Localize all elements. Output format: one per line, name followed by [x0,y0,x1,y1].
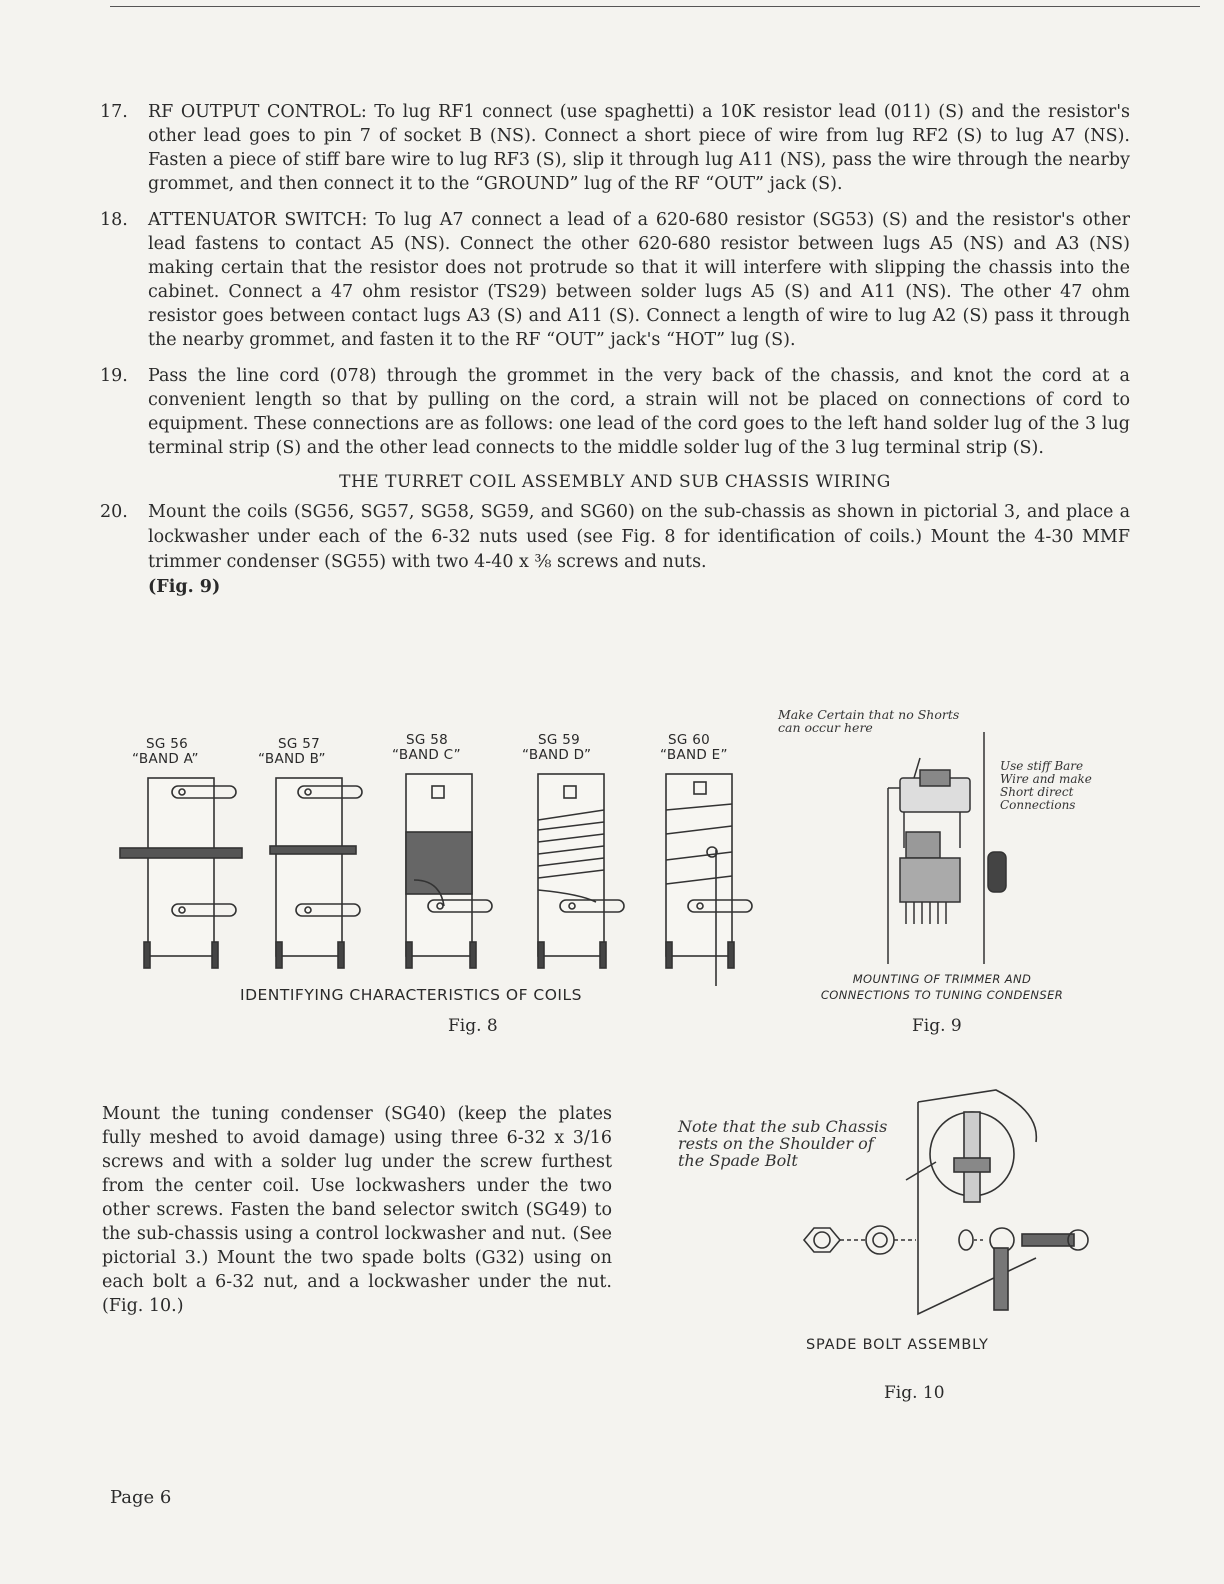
step-18 [100,208,1130,352]
fig-8-label: Fig. 8 [448,1016,498,1036]
fig-8-coils-drawing [110,760,770,990]
coil-label-sg58 [392,733,461,763]
tuning-condenser-paragraph: Mount the tuning condenser (SG40) (keep the plates fully meshed to avoid damage) using three 6-32 x 3/16 screws and with a solder lug under the screw furthest from the center coil. Use lockwashers under the two other screws. Fasten the band selector switch (SG49) to the sub-chassis using a control lockwasher and nut. (See pictorial 3.) Mount the two spade bolts (G32) using on each bolt a 6-32 nut, and a lockwasher under the nut. (Fig. 10.) [102,1104,612,1316]
fig-10-spade-bolt-drawing [796,1082,1116,1322]
fig-9-caption [792,971,1092,1003]
step-text: ATTENUATOR SWITCH: To lug A7 connect a lead of a 620-680 resistor (SG53) (S) and the resistor's other lead fastens to contact A5 (NS). Connect the other 620-680 resistor between lugs A5 (NS) and A3 (NS) making certain that the resistor does not protrude so that it will interfere with slipping the chassis into the cabinet. Connect a 47 ohm resistor (TS29) between solder lugs A5 (S) and A11 (NS). The other 47 ohm resistor goes between contact lugs A3 (S) and A11 (S). Connect a length of wire to lug A2 (S) pass it through the nearby grommet, and fasten it to the RF “OUT” jack's “HOT” lug (S). [148,210,1130,350]
top-rule [110,6,1200,7]
coil-band: “BAND A” [132,751,199,767]
section-heading: THE TURRET COIL ASSEMBLY AND SUB CHASSIS WIRING [339,472,891,492]
fig-10-label: Fig. 10 [884,1383,945,1403]
coil-id: SG 59 [538,732,580,748]
step-text [148,500,1130,600]
coil-b-illustration [270,778,362,968]
page-number: Page 6 [110,1487,172,1508]
step-20-body: Mount the coils (SG56, SG57, SG58, SG59, and SG60) on the sub-chassis as shown in pictorial 3, and place a lockwasher under each of the 6-32 nuts used (see Fig. 8 for identification of coils.) Mount the 4-30 MMF trimmer condenser (SG55) with two 4-40 x ⅜ screws and nuts. [148,502,1130,572]
coil-c-illustration [406,774,492,968]
fig-10-caption: SPADE BOLT ASSEMBLY [806,1337,989,1353]
step-number: 18. [100,210,128,230]
coil-a-illustration [120,778,242,968]
coil-id: SG 60 [668,732,710,748]
fig-9-label: Fig. 9 [912,1016,962,1036]
step-text: Pass the line cord (078) through the grommet in the very back of the chassis, and knot the cord at a convenient length so that by pulling on the cord, a strain will not be placed on connections of cord to equipment. These connections are as follows: one lead of the cord goes to the left hand solder lug of the 3 lug terminal strip (S) and the other lead connects to the middle solder lug of the 3 lug terminal strip (S). [148,366,1130,458]
fig-9-caption-line-1: MOUNTING OF TRIMMER AND [852,972,1032,986]
step-text: RF OUTPUT CONTROL: To lug RF1 connect (use spaghetti) a 10K resistor lead (011) (S) and the resistor's other lead goes to pin 7 of socket B (NS). Connect a short piece of wire from lug RF2 (S) to lug A7 (NS). Fasten a piece of stiff bare wire to lug RF3 (S), slip it through lug A11 (NS), pass the wire through the nearby grommet, and then connect it to the “GROUND” lug of the RF “OUT” jack (S). [148,102,1130,194]
coil-band: “BAND C” [392,747,461,763]
step-20 [100,500,1130,600]
coil-band: “BAND B” [258,751,326,767]
instruction-steps [100,100,1130,612]
fig-9-note-right: Use stiff Bare Wire and make Short direct Connections [1000,759,1092,812]
coil-band: “BAND D” [522,747,592,763]
fig-9-trimmer-drawing [860,728,1020,968]
coil-id: SG 56 [146,736,188,752]
fig-8-caption: IDENTIFYING CHARACTERISTICS OF COILS [240,986,582,1004]
coil-e-illustration [666,774,752,986]
coil-id: SG 58 [406,732,448,748]
fig-9-note-top: Make Certain that no Shorts can occur here [778,707,960,735]
fig-9-reference: (Fig. 9) [148,577,221,597]
coil-band: “BAND E” [660,747,728,763]
fig-9-caption-line-2: CONNECTIONS TO TUNING CONDENSER [820,988,1064,1002]
coil-id: SG 57 [278,736,320,752]
step-number: 19. [100,366,128,386]
step-19 [100,364,1130,460]
coil-label-sg59 [522,733,591,763]
step-number: 17. [100,102,128,122]
fig-10-note: Note that the sub Chassis rests on the Shoulder of the Spade Bolt [678,1117,888,1170]
coil-label-sg60 [660,733,728,763]
step-number: 20. [100,502,128,522]
coil-d-illustration [538,774,624,968]
step-17 [100,100,1130,196]
